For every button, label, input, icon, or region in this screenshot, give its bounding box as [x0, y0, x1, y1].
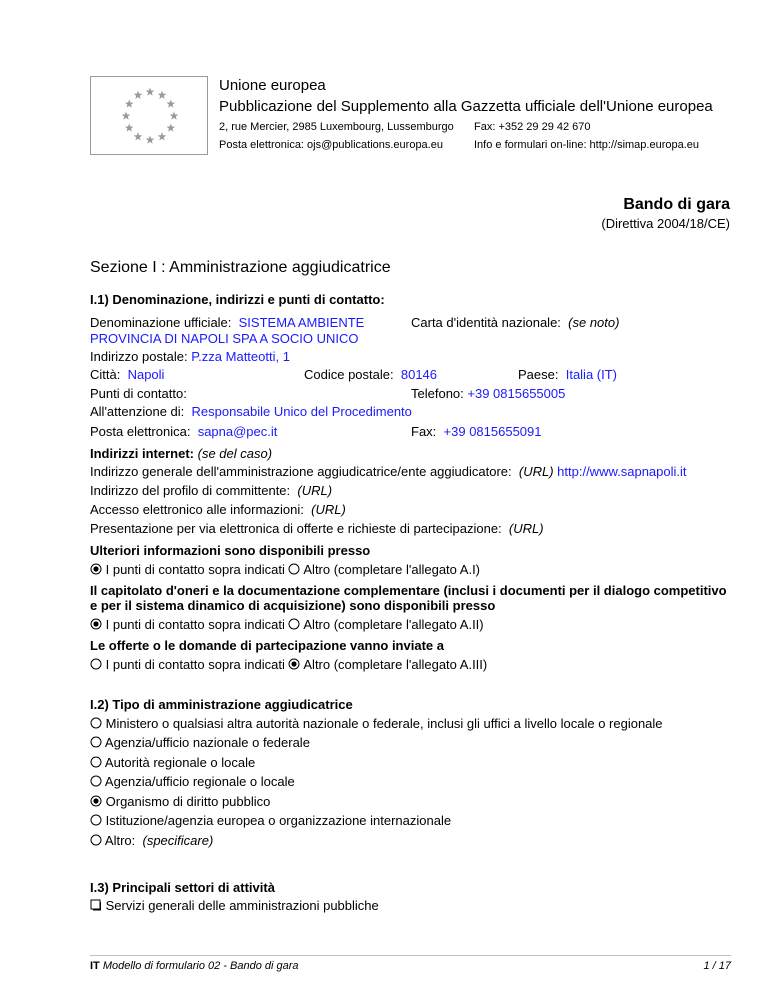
- header-publication: Pubblicazione del Supplemento alla Gazzetta ufficiale dell'Unione europea: [219, 98, 713, 115]
- postcode-label: Codice postale:: [304, 367, 394, 382]
- star-icon: [122, 112, 131, 120]
- official-name-row: [90, 315, 364, 330]
- header-fax: Fax: +352 29 29 42 670: [474, 121, 591, 133]
- radio-empty-icon: [90, 658, 102, 670]
- header-email: Posta elettronica: ojs@publications.europa.eu: [219, 139, 443, 151]
- offers-options: [90, 657, 487, 672]
- general-address-label: Indirizzo generale dell'amministrazione aggiudicatrice/ente aggiudicatore:: [90, 464, 512, 479]
- city-row: [90, 367, 164, 382]
- postal-address-value: P.zza Matteotti, 1: [191, 349, 290, 364]
- star-icon: [167, 124, 176, 132]
- access-row: [90, 502, 346, 517]
- profile-label: Indirizzo del profilo di committente:: [90, 483, 291, 498]
- radio-empty-icon: [90, 756, 102, 768]
- s1-2-heading: I.2) Tipo di amministrazione aggiudicatrice: [90, 697, 353, 712]
- specs-option-other[interactable]: [288, 617, 483, 632]
- doc-directive: (Direttiva 2004/18/CE): [601, 216, 730, 231]
- internet-label: Indirizzi internet:: [90, 446, 194, 461]
- authority-type-label: Autorità regionale o locale: [104, 755, 256, 770]
- s1-1-heading: I.1) Denominazione, indirizzi e punti di contatto:: [90, 292, 385, 307]
- header-org: Unione europea: [219, 77, 326, 94]
- header-info: Info e formulari on-line: http://simap.europa.eu: [474, 139, 700, 151]
- star-icon: [134, 132, 143, 140]
- electronic-url-hint: (URL): [508, 521, 544, 536]
- authority-type-option[interactable]: [90, 735, 310, 750]
- radio-empty-icon: [90, 814, 102, 826]
- official-name-label: Denominazione ufficiale:: [90, 315, 232, 330]
- postcode-value: 80146: [400, 367, 438, 382]
- authority-type-option[interactable]: [90, 716, 663, 731]
- city-label: Città:: [90, 367, 121, 382]
- radio-empty-icon: [90, 736, 102, 748]
- star-icon: [125, 124, 134, 132]
- phone-label: Telefono:: [411, 386, 464, 401]
- internet-row: [90, 446, 272, 461]
- specs-option-other-label: Altro (completare l'allegato A.II): [303, 617, 484, 632]
- radio-empty-icon: [90, 834, 102, 846]
- access-label: Accesso elettronico alle informazioni:: [90, 502, 304, 517]
- country-label: Paese:: [518, 367, 559, 382]
- star-icon: [158, 132, 167, 140]
- national-id-hint: (se noto): [568, 315, 620, 330]
- electronic-row: [90, 521, 544, 536]
- authority-type-label: Istituzione/agenzia europea o organizzazione internazionale: [105, 813, 452, 828]
- authority-type-label: Altro:: [104, 833, 136, 848]
- phone-value: +39 0815655005: [467, 386, 566, 401]
- radio-checked-icon: [90, 795, 102, 807]
- general-address-url-hint: (URL): [518, 464, 554, 479]
- radio-empty-icon: [288, 563, 300, 575]
- internet-hint: (se del caso): [197, 446, 273, 461]
- further-info-option-contacts[interactable]: [90, 562, 285, 577]
- doc-title: Bando di gara: [623, 196, 730, 213]
- general-address-link[interactable]: http://www.sapnapoli.it: [557, 464, 687, 479]
- offers-option-contacts-label: I punti di contatto sopra indicati: [105, 657, 285, 672]
- star-icon: [146, 88, 155, 96]
- authority-type-label: Agenzia/ufficio regionale o locale: [104, 774, 295, 789]
- star-icon: [125, 100, 134, 108]
- access-url-hint: (URL): [311, 502, 346, 517]
- authority-type-option[interactable]: [90, 755, 255, 770]
- authority-type-option[interactable]: [90, 774, 295, 789]
- fax-label: Fax:: [411, 424, 437, 439]
- authority-type-option-other[interactable]: [90, 833, 213, 848]
- star-icon: [158, 91, 167, 99]
- authority-type-label: Agenzia/ufficio nazionale o federale: [104, 735, 310, 750]
- radio-checked-icon: [90, 563, 102, 575]
- phone-row: [411, 386, 565, 401]
- email-value[interactable]: sapna@pec.it: [197, 424, 278, 439]
- authority-type-option-selected[interactable]: [90, 794, 270, 809]
- authority-type-other-hint: (specificare): [142, 833, 214, 848]
- authority-type-label: Organismo di diritto pubblico: [105, 794, 271, 809]
- authority-type-label: Ministero o qualsiasi altra autorità nazionale o federale, inclusi gli uffici a livello locale o regionale: [105, 716, 663, 731]
- radio-checked-icon: [288, 658, 300, 670]
- star-icon: [146, 136, 155, 144]
- postcode-row: [304, 367, 437, 382]
- footer-divider: [90, 955, 731, 956]
- country-value: Italia (IT): [565, 367, 618, 382]
- city-value: Napoli: [127, 367, 165, 382]
- electronic-label: Presentazione per via elettronica di offerte e richieste di partecipazione:: [90, 521, 502, 536]
- star-icon: [170, 112, 179, 120]
- offers-option-other-label: Altro (completare l'allegato A.III): [303, 657, 488, 672]
- contact-points-label: Punti di contatto:: [90, 386, 187, 401]
- checkbox-empty-icon: [90, 899, 102, 911]
- national-id-row: [411, 315, 619, 330]
- offers-heading: Le offerte o le domande di partecipazione vanno inviate a: [90, 638, 444, 653]
- email-row: [90, 424, 277, 439]
- activity-option-label: Servizi generali delle amministrazioni pubbliche: [105, 898, 379, 913]
- further-info-option-other-label: Altro (completare l'allegato A.I): [303, 562, 481, 577]
- star-icon: [134, 91, 143, 99]
- s1-3-heading: I.3) Principali settori di attività: [90, 880, 275, 895]
- official-name-value-2: PROVINCIA DI NAPOLI SPA A SOCIO UNICO: [90, 331, 359, 346]
- specs-heading-2: e per il sistema dinamico di acquisizione) sono disponibili presso: [90, 598, 496, 613]
- header-address: 2, rue Mercier, 2985 Luxembourg, Lussemburgo: [219, 121, 454, 133]
- star-icon: [167, 100, 176, 108]
- specs-options: [90, 617, 484, 632]
- email-label: Posta elettronica:: [90, 424, 191, 439]
- footer-left: [90, 960, 299, 972]
- offers-option-other[interactable]: [288, 657, 487, 672]
- radio-empty-icon: [90, 717, 102, 729]
- national-id-label: Carta d'identità nazionale:: [411, 315, 561, 330]
- profile-row: [90, 483, 332, 498]
- further-info-option-contacts-label: I punti di contatto sopra indicati: [105, 562, 285, 577]
- offers-option-contacts[interactable]: [90, 657, 285, 672]
- footer-page-number: 1 / 17: [703, 960, 731, 972]
- further-info-option-other[interactable]: [288, 562, 480, 577]
- profile-url-hint: (URL): [297, 483, 333, 498]
- postal-address-label: Indirizzo postale:: [90, 349, 188, 364]
- fax-row: [411, 424, 542, 439]
- general-address-row: [90, 464, 687, 479]
- specs-option-contacts-label: I punti di contatto sopra indicati: [105, 617, 285, 632]
- official-name-value-1: SISTEMA AMBIENTE: [238, 315, 365, 330]
- specs-option-contacts[interactable]: [90, 617, 285, 632]
- authority-type-option[interactable]: [90, 813, 451, 828]
- fax-value: +39 0815655091: [443, 424, 542, 439]
- radio-empty-icon: [288, 618, 300, 630]
- attention-label: All'attenzione di:: [90, 404, 185, 419]
- further-info-options: [90, 562, 480, 577]
- attention-value: Responsabile Unico del Procedimento: [191, 404, 412, 419]
- footer-form: Modello di formulario 02 - Bando di gara: [102, 960, 299, 972]
- radio-empty-icon: [90, 775, 102, 787]
- section-title: Sezione I : Amministrazione aggiudicatrice: [90, 259, 391, 276]
- footer-lang: IT: [90, 960, 100, 972]
- attention-row: [90, 404, 412, 419]
- eu-flag-logo: [90, 76, 208, 155]
- further-info-heading: Ulteriori informazioni sono disponibili presso: [90, 543, 371, 558]
- postal-address-row: [90, 349, 290, 364]
- eu-stars-icon: [91, 77, 208, 155]
- country-row: [518, 367, 617, 382]
- specs-heading-1: Il capitolato d'oneri e la documentazione complementare (inclusi i documenti per il dialogo competitivo: [90, 583, 727, 598]
- radio-checked-icon: [90, 618, 102, 630]
- activity-option[interactable]: [90, 898, 379, 913]
